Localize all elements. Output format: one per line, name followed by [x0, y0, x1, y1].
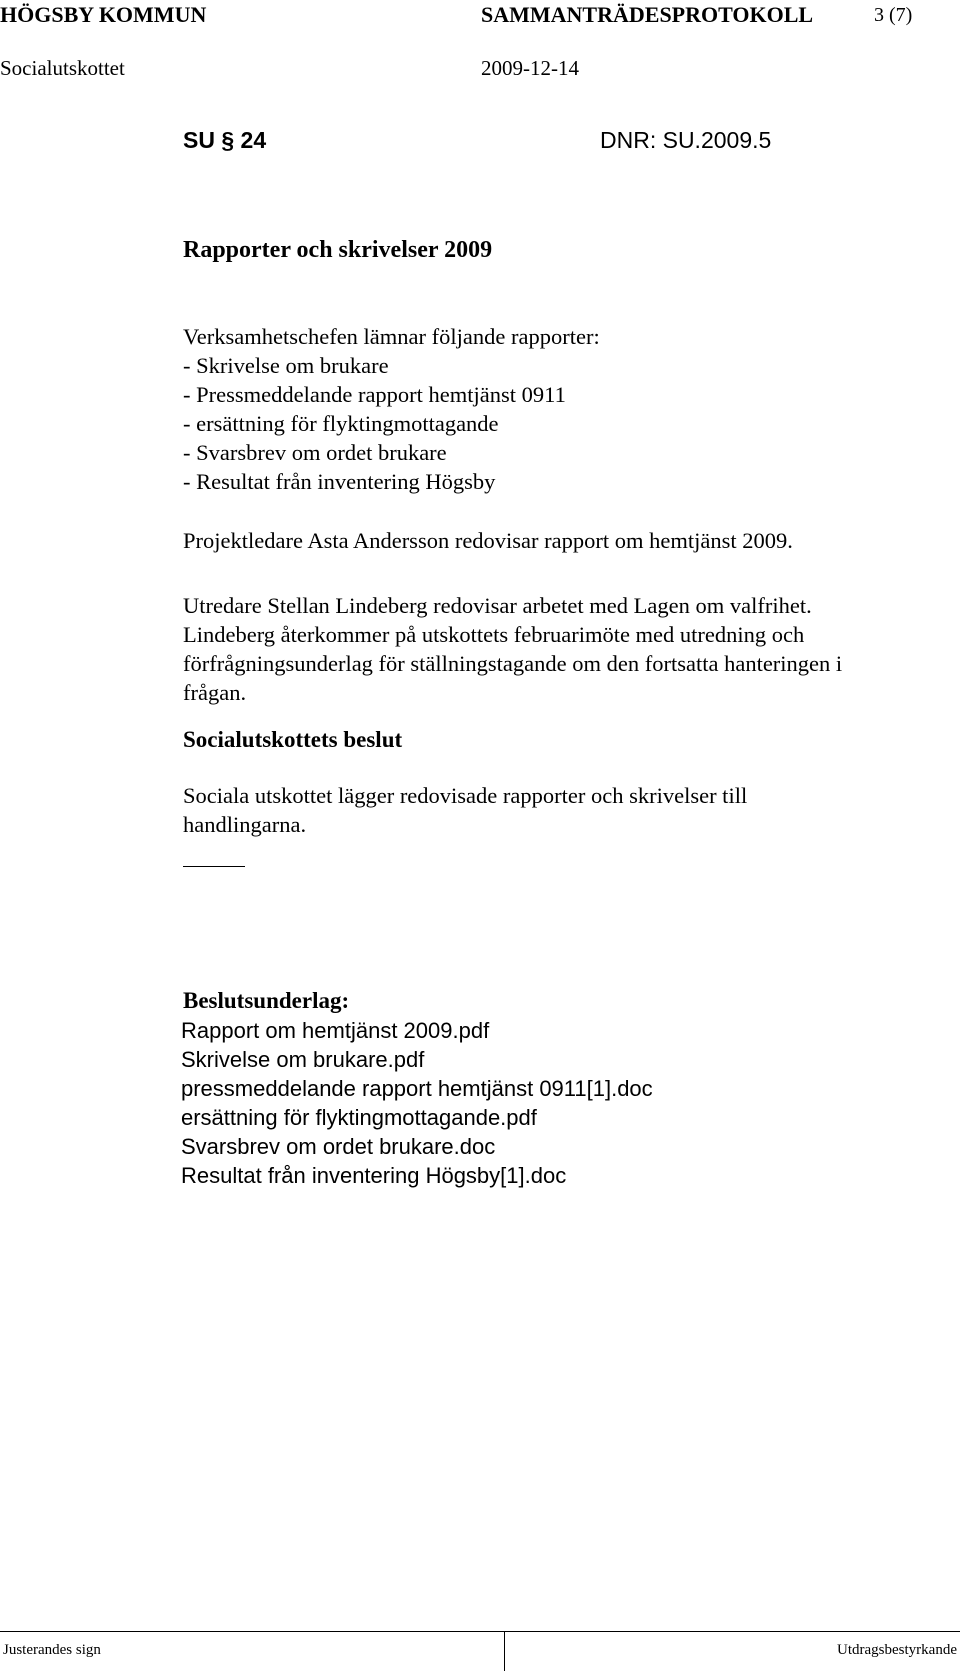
decision-text [183, 781, 747, 839]
investigator-paragraph [183, 591, 842, 707]
case-dnr: DNR: SU.2009.5 [600, 127, 772, 153]
attachment-link[interactable]: pressmeddelande rapport hemtjänst 0911[1].doc [181, 1076, 653, 1101]
reports-section [183, 322, 600, 496]
paragraph-line: Utredare Stellan Lindeberg redovisar arbetet med Lagen om valfrihet. [183, 593, 812, 618]
org-name: HÖGSBY KOMMUN [0, 2, 207, 27]
decision-heading: Socialutskottets beslut [183, 727, 403, 752]
page-title: Rapporter och skrivelser 2009 [183, 237, 493, 263]
paragraph-line: Sociala utskottet lägger redovisade rapporter och skrivelser till [183, 783, 748, 808]
page-number: 3 (7) [874, 4, 913, 26]
list-item: - Svarsbrev om ordet brukare [183, 440, 447, 465]
paragraph-line: frågan. [183, 680, 247, 705]
paragraph-line: Lindeberg återkommer på utskottets februarimöte med utredning och [183, 622, 805, 647]
reports-lead: Verksamhetschefen lämnar följande rapporter: [183, 324, 600, 349]
document-type: SAMMANTRÄDESPROTOKOLL [481, 2, 814, 27]
paragraph-line: Projektledare Asta Andersson redovisar rapport om hemtjänst 2009. [183, 528, 793, 553]
list-item: - ersättning för flyktingmottagande [183, 411, 499, 436]
signature-footer [0, 1631, 960, 1671]
paragraph-line: förfrågningsunderlag för ställningstagande om den fortsatta hanteringen i [183, 651, 843, 676]
section-divider [183, 866, 245, 867]
list-item: - Pressmeddelande rapport hemtjänst 0911 [183, 382, 566, 407]
project-lead-paragraph [183, 526, 793, 555]
attachment-link[interactable]: Rapport om hemtjänst 2009.pdf [181, 1018, 490, 1043]
attachment-link[interactable]: ersättning för flyktingmottagande.pdf [181, 1105, 537, 1130]
basis-file-list [181, 1016, 653, 1190]
attachment-link[interactable]: Svarsbrev om ordet brukare.doc [181, 1134, 496, 1159]
paragraph-line: handlingarna. [183, 812, 307, 837]
list-item: - Skrivelse om brukare [183, 353, 389, 378]
committee-name: Socialutskottet [0, 56, 125, 80]
footer-signature-label: Justerandes sign [3, 1642, 101, 1658]
list-item: - Resultat från inventering Högsby [183, 469, 496, 494]
basis-heading: Beslutsunderlag: [183, 988, 350, 1013]
attachment-link[interactable]: Skrivelse om brukare.pdf [181, 1047, 425, 1072]
case-number: SU § 24 [183, 127, 267, 153]
footer-divider [504, 1632, 505, 1671]
meeting-date: 2009-12-14 [481, 56, 579, 80]
attachment-link[interactable]: Resultat från inventering Högsby[1].doc [181, 1163, 567, 1188]
footer-certification-label: Utdragsbestyrkande [837, 1642, 957, 1658]
